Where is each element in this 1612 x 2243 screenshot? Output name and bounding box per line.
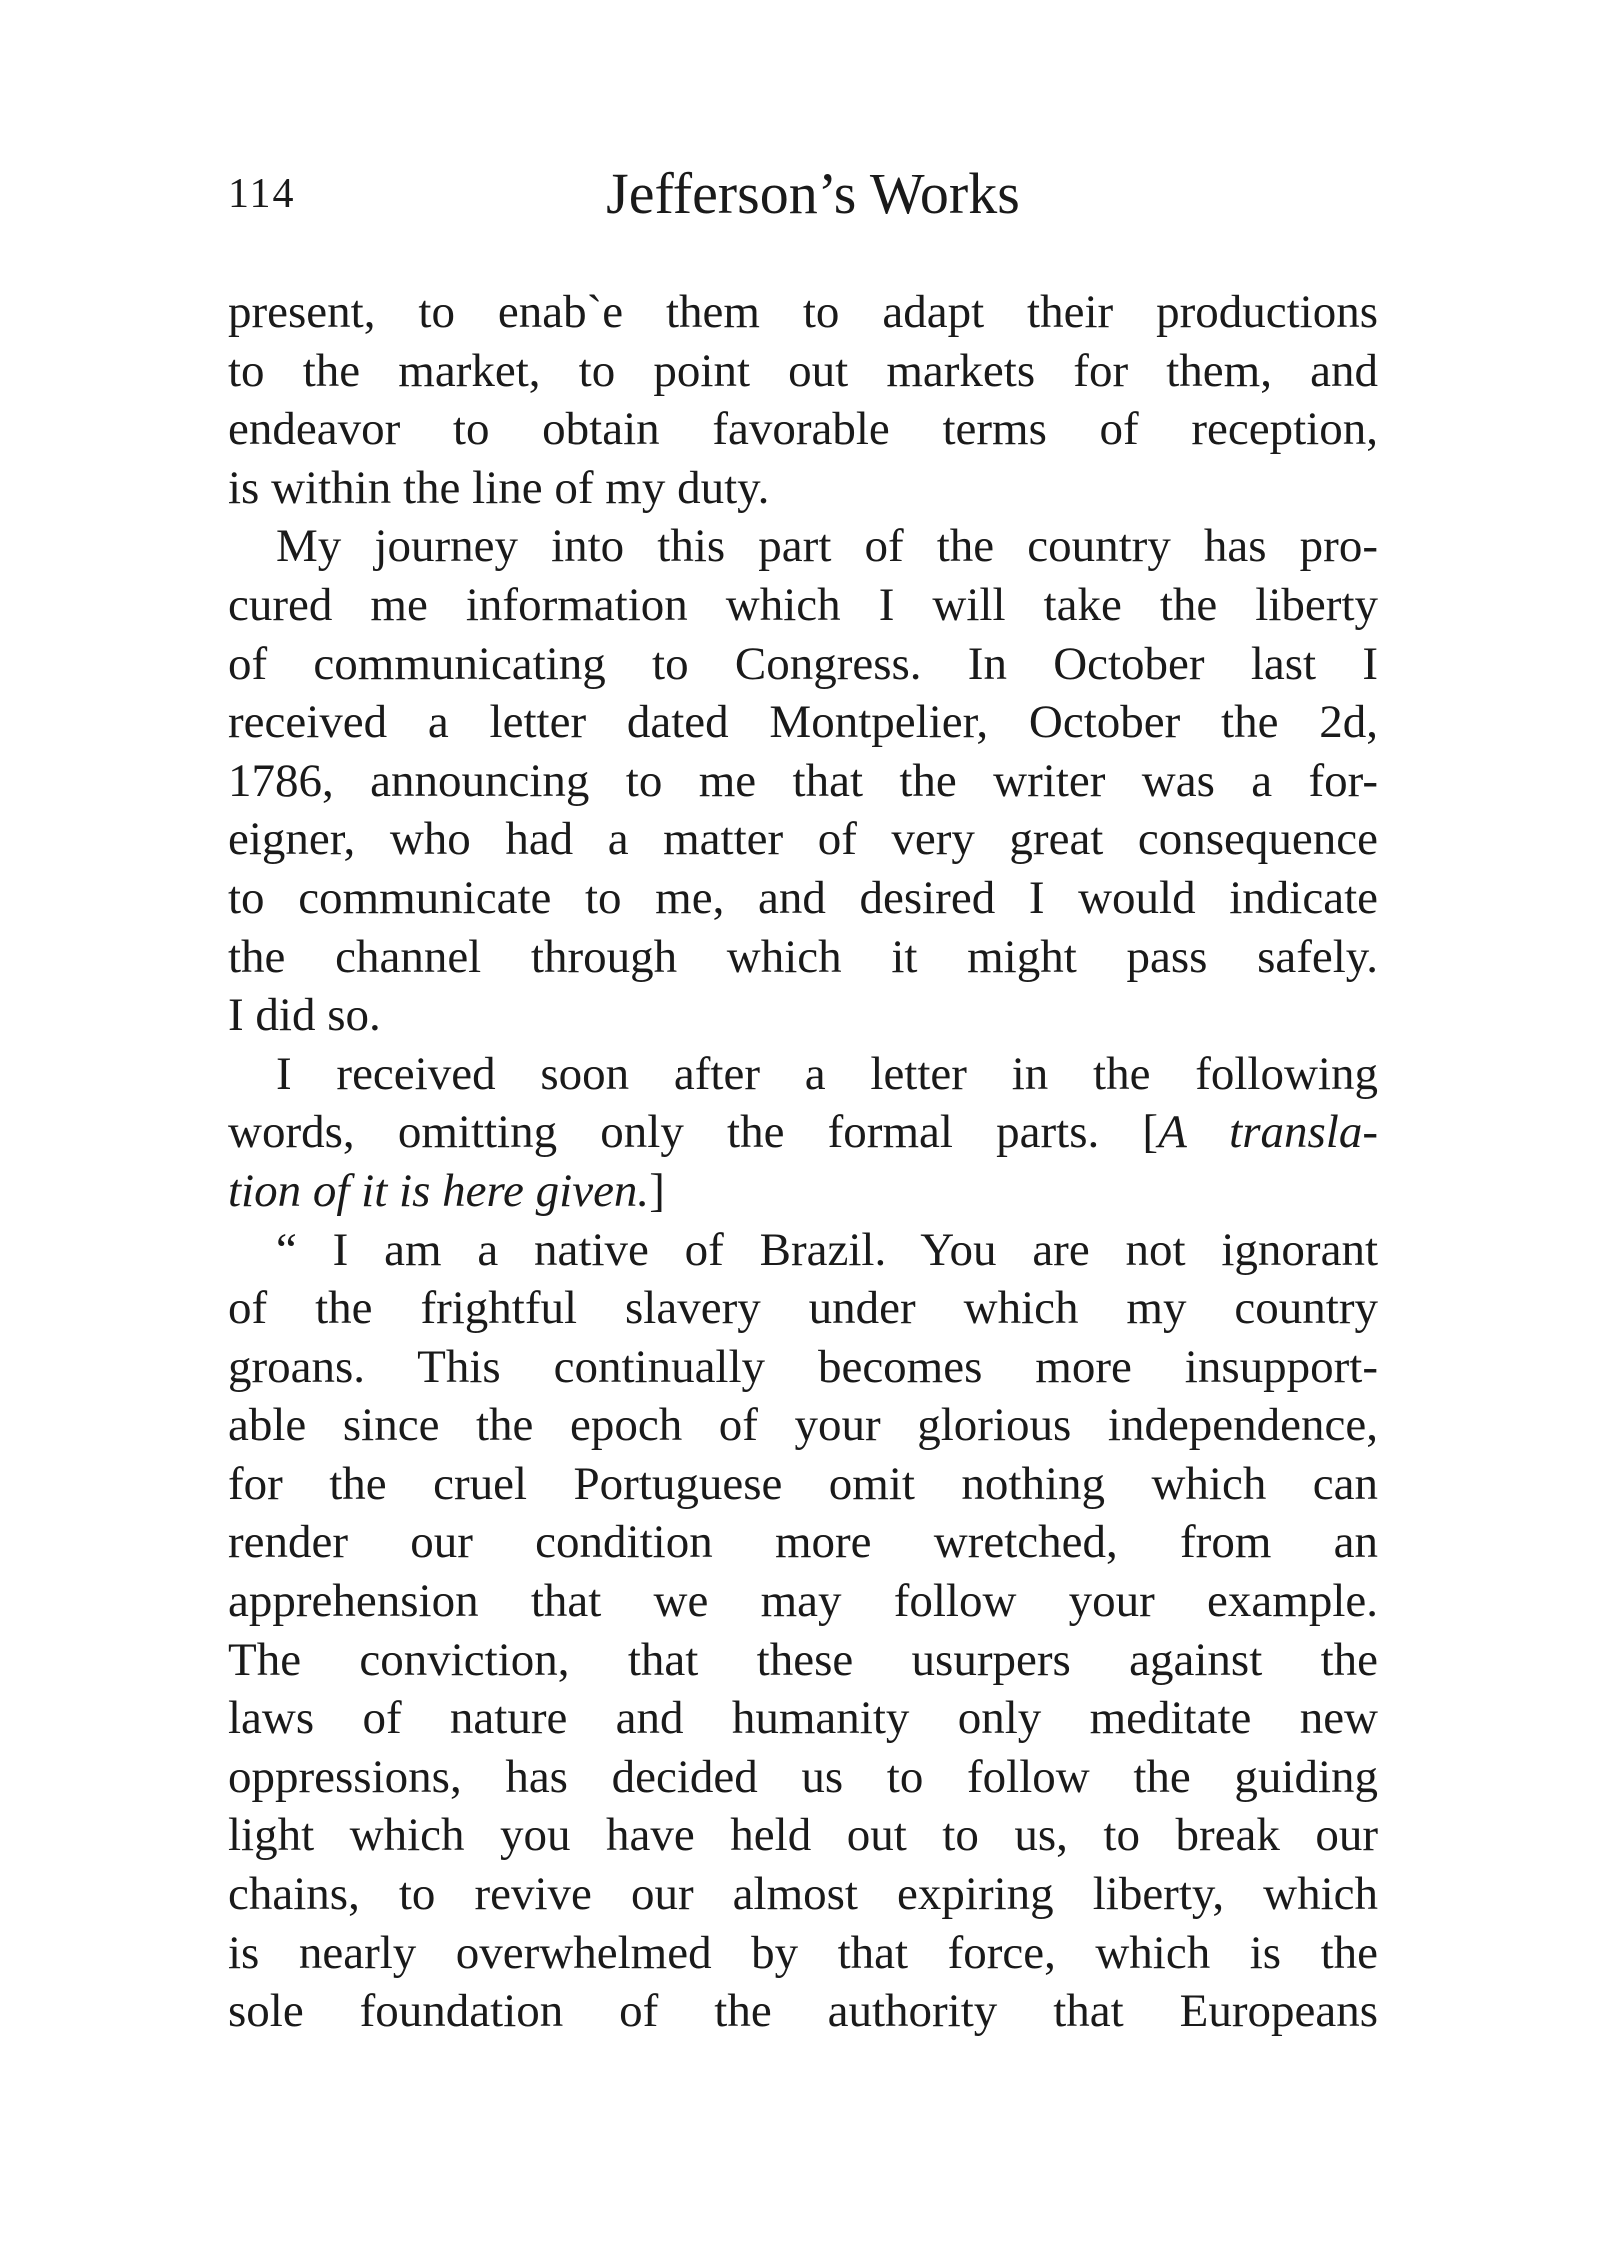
italic-segment: tion of it is here given. — [228, 1164, 650, 1217]
text-line: oppressions, has decided us to follow the guiding — [228, 1750, 1378, 1803]
text-line: the channel through which it might pass safely. — [228, 930, 1378, 983]
text-line: I received soon after a letter in the following — [276, 1047, 1378, 1100]
text-segment: ] — [649, 1164, 665, 1217]
body-text — [228, 283, 1378, 2041]
page-number: 114 — [228, 171, 296, 217]
text-line: render our condition more wretched, from an — [228, 1516, 1378, 1569]
text-line: apprehension that we may follow your example. — [228, 1575, 1378, 1628]
text-line: to the market, to point out markets for them, and — [228, 344, 1378, 397]
text-line: “ I am a native of Brazil. You are not ignorant — [276, 1223, 1378, 1276]
text-line: eigner, who had a matter of very great consequence — [228, 813, 1378, 866]
italic-segment: A transla- — [1158, 1106, 1378, 1159]
text-line: chains, to revive our almost expiring liberty, which — [228, 1868, 1378, 1921]
text-line: present, to enab`e them to adapt their productions — [228, 286, 1378, 338]
page-header — [228, 160, 1378, 240]
running-head: Jefferson’s Works — [606, 161, 1020, 226]
text-segment: words, omitting only the formal parts. [ — [228, 1106, 1159, 1159]
text-line: received a letter dated Montpelier, October the 2d, — [228, 696, 1378, 749]
text-line: light which you have held out to us, to break our — [228, 1809, 1378, 1862]
text-line: I did so. — [228, 989, 381, 1042]
text-line: 1786, announcing to me that the writer was a for- — [228, 754, 1378, 807]
text-line: endeavor to obtain favorable terms of reception, — [228, 403, 1378, 456]
text-line: to communicate to me, and desired I would indicate — [228, 871, 1378, 924]
text-line: cured me information which I will take the liberty — [228, 578, 1378, 631]
text-line: is nearly overwhelmed by that force, which is the — [228, 1926, 1378, 1979]
text-line: able since the epoch of your glorious independence, — [228, 1399, 1378, 1452]
text-line: sole foundation of the authority that Europeans — [228, 1985, 1378, 2038]
text-line: My journey into this part of the country has pro- — [276, 520, 1378, 573]
text-line: is within the line of my duty. — [228, 461, 770, 514]
text-line: groans. This continually becomes more insupport- — [228, 1340, 1378, 1393]
text-line: for the cruel Portuguese omit nothing which can — [228, 1457, 1378, 1510]
text-line: The conviction, that these usurpers against the — [228, 1633, 1378, 1686]
text-line — [228, 1103, 1378, 1162]
text-line: laws of nature and humanity only meditate new — [228, 1692, 1378, 1745]
text-line: of communicating to Congress. In October last I — [228, 637, 1378, 690]
text-line: of the frightful slavery under which my country — [228, 1282, 1378, 1335]
text-line — [228, 1162, 1378, 1221]
